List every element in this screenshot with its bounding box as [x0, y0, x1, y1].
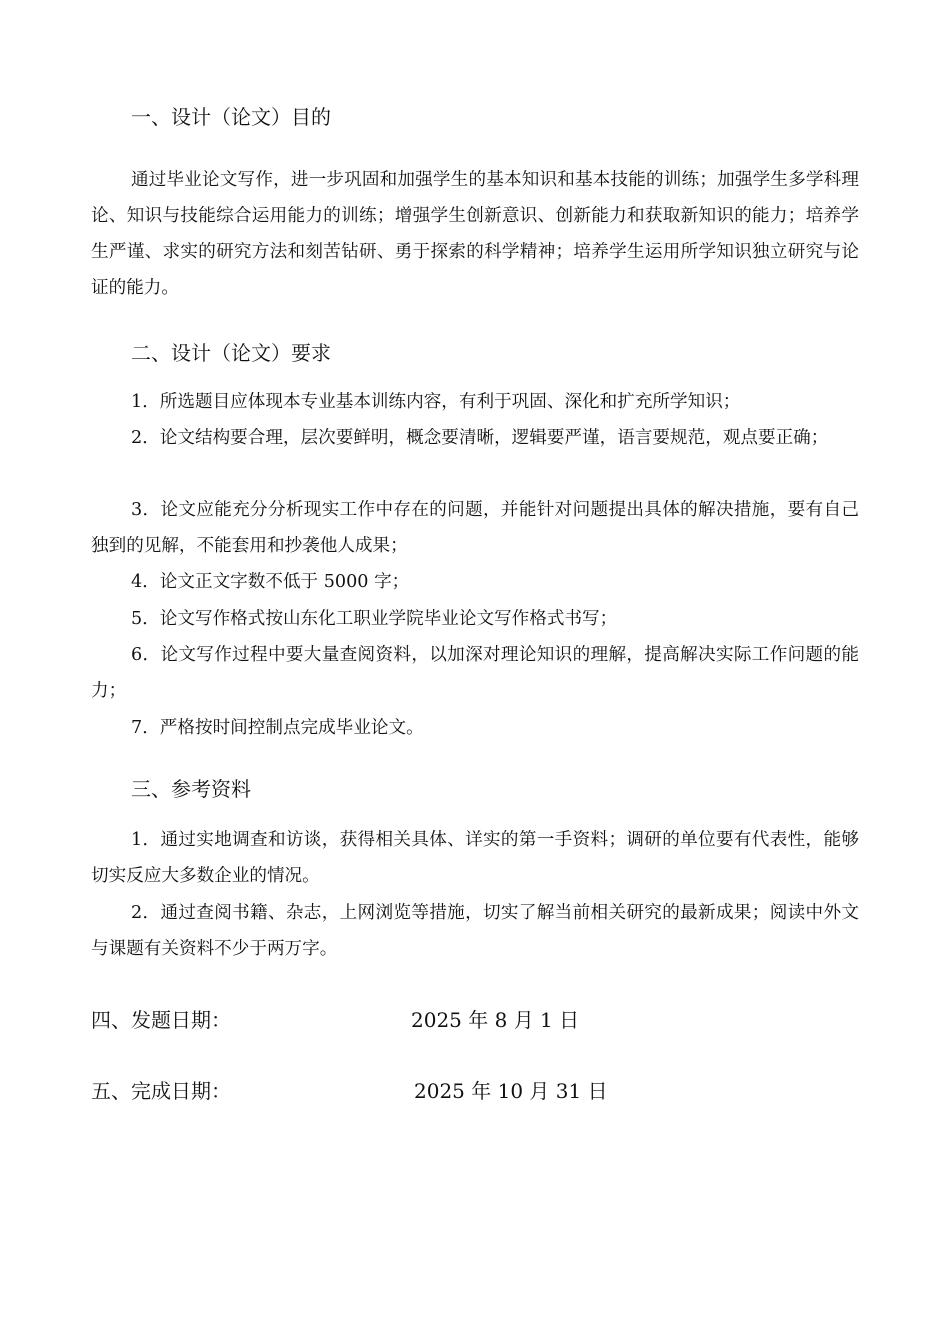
requirement-item-7: 7．严格按时间控制点完成毕业论文。	[131, 718, 424, 738]
requirement-item-3: 3．论文应能充分分析现实工作中存在的问题，并能针对问题提出具体的解决措施，要有自己独到的见解，不能套用和抄袭他人成果；	[91, 500, 859, 556]
completion-date-label: 五、完成日期：	[91, 1079, 231, 1103]
section-3-heading: 三、参考资料	[131, 777, 251, 801]
requirement-item-1: 1．所选题目应体现本专业基本训练内容，有利于巩固、深化和扩充所学知识；	[131, 392, 741, 412]
requirement-item-5: 5．论文写作格式按山东化工职业学院毕业论文写作格式书写；	[131, 609, 618, 629]
issue-date-value: 2025 年 8 月 1 日	[411, 1008, 580, 1032]
section-2-heading: 二、设计（论文）要求	[131, 341, 331, 365]
section-1-body: 通过毕业论文写作，进一步巩固和加强学生的基本知识和基本技能的训练；加强学生多学科理论、知识与技能综合运用能力的训练；增强学生创新意识、创新能力和获取新知识的能力；培养学生严谨、求实的研究方法和刻苦钻研、勇于探索的科学精神；培养学生运用所学知识独立研究与论证的能力。	[91, 170, 859, 298]
reference-item-2: 2．通过查阅书籍、杂志，上网浏览等措施，切实了解当前相关研究的最新成果；阅读中外文与课题有关资料不少于两万字。	[91, 903, 859, 959]
completion-date-value: 2025 年 10 月 31 日	[414, 1079, 608, 1103]
requirement-item-2: 2．论文结构要合理，层次要鲜明，概念要清晰，逻辑要严谨，语言要规范，观点要正确；	[131, 428, 829, 448]
reference-item-1: 1．通过实地调查和访谈，获得相关具体、详实的第一手资料；调研的单位要有代表性，能够切实反应大多数企业的情况。	[91, 830, 859, 886]
section-1-heading: 一、设计（论文）目的	[131, 105, 331, 129]
requirement-item-6: 6．论文写作过程中要大量查阅资料，以加深对理论知识的理解，提高解决实际工作问题的能力；	[91, 645, 859, 701]
requirement-item-4: 4．论文正文字数不低于 5000 字；	[131, 572, 410, 592]
issue-date-label: 四、发题日期：	[91, 1008, 231, 1032]
